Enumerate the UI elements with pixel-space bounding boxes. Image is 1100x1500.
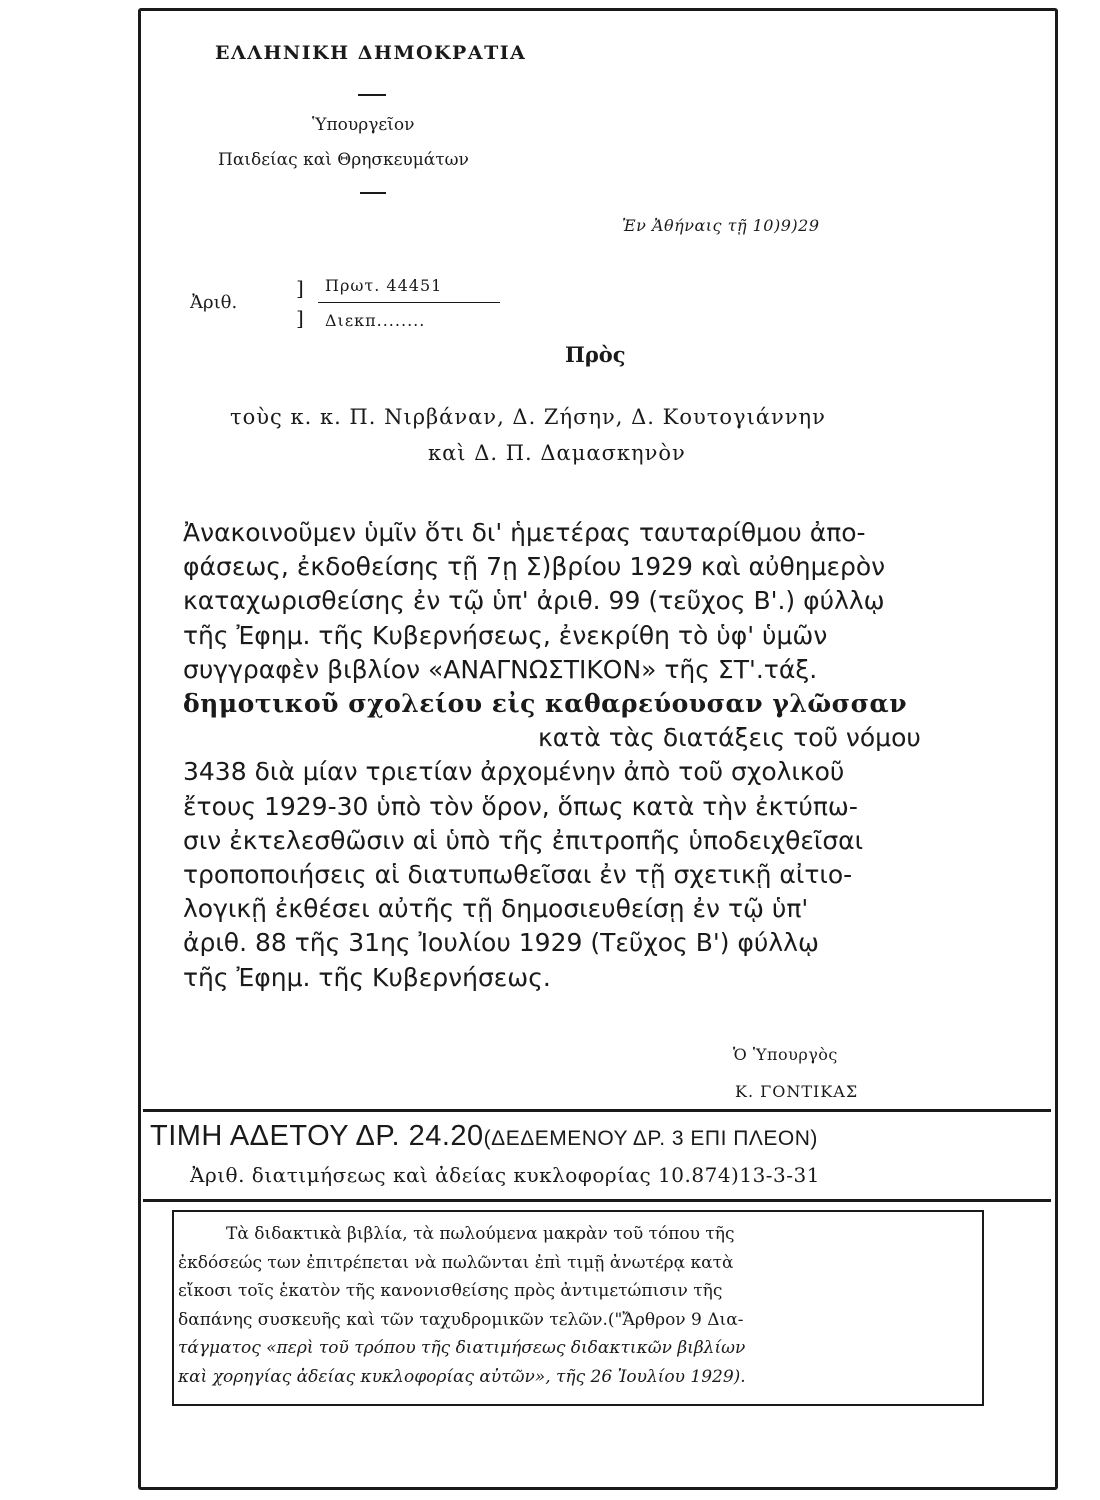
note-text	[178, 1220, 978, 1392]
ministry-line-2: Παιδείας καὶ Θρησκευμάτων	[218, 150, 469, 170]
license-line: Ἀριθ. διατιμήσεως καὶ ἀδείας κυκλοφορίας 10.874)13-3-31	[190, 1163, 820, 1187]
header-divider	[358, 94, 386, 96]
body-line: σιν ἐκτελεσθῶσιν αἱ ὑπὸ τῆς ἐπιτροπῆς ὑποδειχθεῖσαι	[183, 825, 864, 855]
date-line: Ἐν Ἀθήναις τῇ 10)9)29	[622, 216, 820, 235]
recipient-line-1: τοὺς κ. κ. Π. Νιρβάναν, Δ. Ζήσην, Δ. Κουτογιάννην	[230, 405, 826, 429]
recipient-line-2: καὶ Δ. Π. Δαμασκηνὸν	[428, 441, 686, 465]
note-line: δαπάνης συσκευῆς καὶ τῶν ταχυδρομικῶν τελῶν.("Ἄρθρον 9 Δια-	[178, 1309, 744, 1330]
body-line: τῆς Ἐφημ. τῆς Κυβερνήσεως, ἐνεκρίθη τὸ ὑφ' ὑμῶν	[183, 620, 828, 650]
reference-label: Ἀριθ.	[190, 292, 238, 313]
country-heading: ΕΛΛΗΝΙΚΗ ΔΗΜΟΚΡΑΤΙΑ	[215, 42, 527, 64]
recipient-heading: Πρὸς	[565, 342, 626, 367]
body-line: τροποποιήσεις αἱ διατυπωθεῖσαι ἐν τῇ σχετικῇ αἰτιο-	[183, 860, 853, 890]
body-line: λογικῇ ἐκθέσει αὐτῆς τῇ δημοσιευθείσῃ ἐν τῷ ὑπ'	[183, 894, 809, 924]
body-line: τῆς Ἐφημ. τῆς Κυβερνήσεως.	[183, 962, 551, 992]
body-line: δημοτικοῦ σχολείου εἰς καθαρεύουσαν γλῶσσαν	[183, 689, 908, 719]
protocol-number: Πρωτ. 44451	[325, 276, 443, 295]
note-line: Τὰ διδακτικὰ βιβλία, τὰ πωλούμενα μακρὰν τοῦ τόπου τῆς	[226, 1224, 735, 1244]
body-line: ἔτους 1929-30 ὑπὸ τὸν ὅρον, ὅπως κατὰ τὴν ἐκτύπω-	[183, 791, 858, 821]
body-line: καταχωρισθείσης ἐν τῷ ὑπ' ἀριθ. 99 (τεῦχος Β'.) φύλλῳ	[183, 586, 885, 616]
signature-name: Κ. ΓΟΝΤΙΚΑΣ	[735, 1082, 859, 1101]
reference-bracket-top: ]	[296, 276, 304, 300]
dispatch-number: Διεκπ........	[325, 311, 426, 330]
ministry-divider	[360, 192, 386, 194]
body-line: συγγραφὲν βιβλίον «ΑΝΑΓΝΩΣΤΙΚΟΝ» τῆς ΣΤ'.τάξ.	[183, 654, 818, 684]
price-bound: (ΔΕΔΕΜΕΝΟΥ ΔΡ. 3 ΕΠΙ ΠΛΕΟΝ)	[483, 1127, 818, 1150]
body-line: φάσεως, ἐκδοθείσης τῇ 7ῃ Σ)βρίου 1929 καὶ αὐθημερὸν	[183, 552, 886, 582]
ministry-line-1: Ὑπουργεῖον	[312, 115, 415, 135]
body-line: ἀριθ. 88 τῆς 31ης Ἰουλίου 1929 (Τεῦχος Β') φύλλῳ	[183, 928, 819, 958]
note-line: τάγματος «περὶ τοῦ τρόπου τῆς διατιμήσεως διδακτικῶν βιβλίων	[178, 1338, 746, 1359]
body-line: Ἀνακοινοῦμεν ὑμῖν ὅτι δι' ἡμετέρας ταυταρίθμου ἀπο-	[183, 518, 866, 547]
letter-body	[183, 516, 983, 995]
body-line: 3438 διὰ μίαν τριετίαν ἀρχομένην ἀπὸ τοῦ σχολικοῦ	[183, 757, 845, 787]
price-line	[150, 1120, 818, 1153]
note-line: καὶ χορηγίας ἀδείας κυκλοφορίας αὐτῶν», τῆς 26 Ἰουλίου 1929).	[178, 1366, 746, 1387]
note-line: εἴκοσι τοῖς ἑκατὸν τῆς κανονισθείσης πρὸς ἀντιμετώπισιν τῆς	[178, 1281, 723, 1302]
reference-bracket-bottom: ]	[296, 306, 304, 330]
signature-title: Ὁ Ὑπουργὸς	[733, 1045, 838, 1064]
price-main: ΤΙΜΗ ΑΔΕΤΟΥ ΔΡ. 24.20	[150, 1120, 484, 1152]
reference-rule	[318, 302, 500, 303]
body-line: κατὰ τὰς διατάξεις τοῦ νόμου	[538, 723, 921, 753]
note-line: ἐκδόσεώς των ἐπιτρέπεται νὰ πωλῶνται ἐπὶ τιμῇ ἀνωτέρᾳ κατὰ	[178, 1252, 734, 1273]
